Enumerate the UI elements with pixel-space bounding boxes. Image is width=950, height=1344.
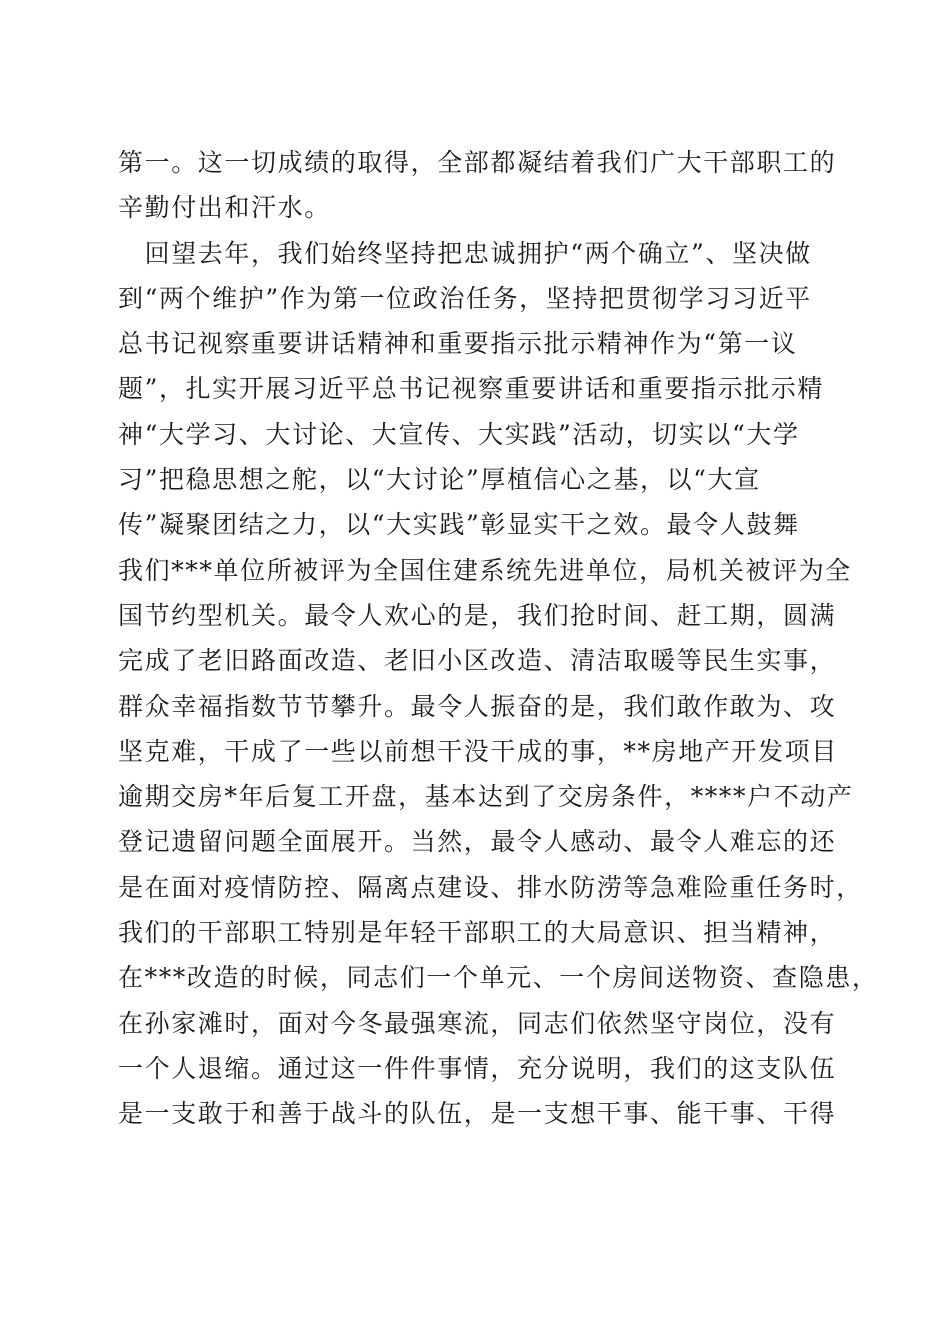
- text-line: 一个人退缩。通过这一件件事情，充分说明，我们的这支队伍: [118, 1053, 837, 1083]
- text-line: 坚克难，干成了一些以前想干没干成的事，**房地产开发项目: [118, 736, 838, 766]
- text-line: 题”，扎实开展习近平总书记视察重要讲话和重要指示批示精: [118, 374, 824, 404]
- text-line: 总书记视察重要讲话精神和重要指示批示精神作为“第一议: [118, 329, 798, 359]
- text-line: 国节约型机关。最令人欢心的是，我们抢时间、赶工期，圆满: [118, 600, 837, 630]
- text-line: 是在面对疫情防控、隔离点建设、排水防涝等急难险重任务时，: [118, 872, 863, 902]
- text-line: 神“大学习、大讨论、大宣传、大实践”活动，切实以“大学: [118, 419, 800, 449]
- text-line: 完成了老旧路面改造、老旧小区改造、清洁取暖等民生实事，: [118, 646, 837, 676]
- text-line: 登记遗留问题全面展开。当然，最令人感动、最令人难忘的还: [118, 827, 837, 857]
- text-line: 是一支敢于和善于战斗的队伍，是一支想干事、能干事、干得: [118, 1099, 837, 1129]
- text-line: 群众幸福指数节节攀升。最令人振奋的是，我们敢作敢为、攻: [118, 691, 837, 721]
- text-line: 我们的干部职工特别是年轻干部职工的大局意识、担当精神，: [118, 918, 837, 948]
- body-text: [118, 140, 879, 1137]
- text-line: 到“两个维护”作为第一位政治任务，坚持把贯彻学习习近平: [118, 283, 812, 313]
- text-line: 回望去年，我们始终坚持把忠诚拥护“两个确立”、坚决做: [118, 238, 812, 268]
- text-line: 辛勤付出和汗水。: [118, 193, 331, 223]
- text-line: 习”把稳思想之舵，以“大讨论”厚植信心之基，以“大宣: [118, 465, 761, 495]
- text-line: 传”凝聚团结之力，以“大实践”彰显实干之效。最令人鼓舞: [118, 510, 800, 540]
- text-line: 在***改造的时候，同志们一个单元、一个房间送物资、查隐患，: [118, 963, 879, 993]
- text-line: 逾期交房*年后复工开盘，基本达到了交房条件，****户不动产: [118, 782, 854, 812]
- text-line: 我们***单位所被评为全国住建系统先进单位，局机关被评为全: [118, 555, 852, 585]
- text-line: 第一。这一切成绩的取得，全部都凝结着我们广大干部职工的: [118, 148, 837, 177]
- text-line: 在孙家滩时，面对今冬最强寒流，同志们依然坚守岗位，没有: [118, 1008, 837, 1038]
